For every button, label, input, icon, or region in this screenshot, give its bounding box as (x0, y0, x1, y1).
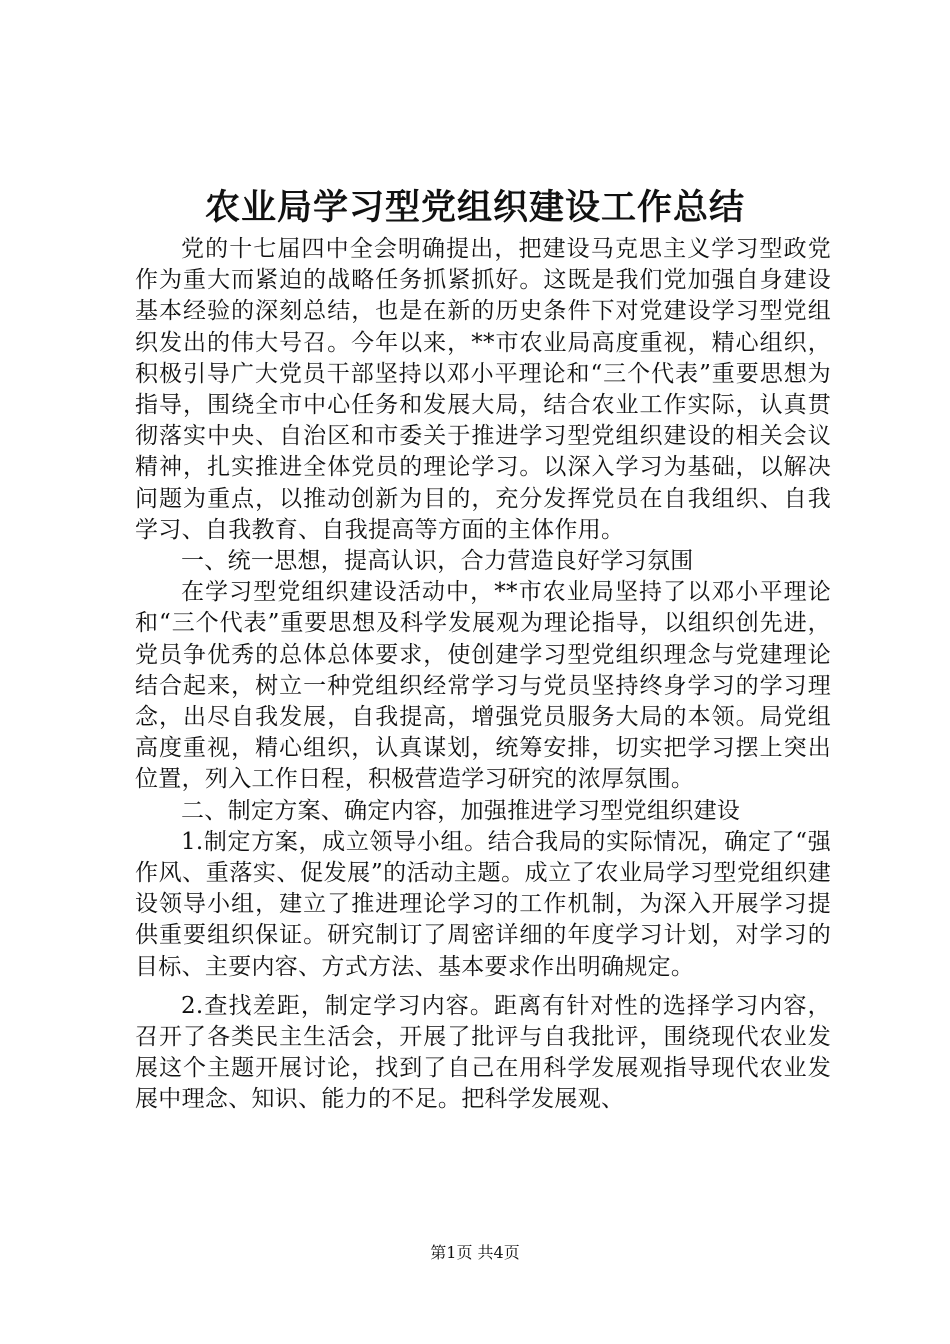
section-heading-2: 二、制定方案、确定内容，加强推进学习型党组织建设 (181, 797, 741, 824)
paragraph-item-1: 1.制定方案，成立领导小组。结合我局的实际情况，确定了“强作风、重落实、促发展”的活动主题。成立了农业局学习型党组织建设领导小组，建立了推进理论学习的工作机制，为深入开展学习提供重要组织保证。研究制订了周密详细的年度学习计划，对学习的目标、主要内容、方式方法、基本要求作出明确规定。 (135, 828, 831, 980)
document-title: 农业局学习型党组织建设工作总结 (204, 188, 745, 228)
document-body (135, 234, 831, 1116)
section-heading-1: 一、统一思想，提高认识，合力营造良好学习氛围 (181, 548, 694, 575)
page-number-footer: 第1页 共4页 (430, 1243, 520, 1262)
paragraph-intro: 党的十七届四中全会明确提出，把建设马克思主义学习型政党作为重大而紧迫的战略任务抓紧抓好。这既是我们党加强自身建设基本经验的深刻总结，也是在新的历史条件下对党建设学习型党组织发出的伟大号召。今年以来，**市农业局高度重视，精心组织，积极引导广大党员干部坚持以邓小平理论和“三个代表”重要思想为指导，围绕全市中心任务和发展大局，结合农业工作实际，认真贯彻落实中央、自治区和市委关于推进学习型党组织建设的相关会议精神，扎实推进全体党员的理论学习。以深入学习为基础，以解决问题为重点，以推动创新为目的，充分发挥党员在自我组织、自我学习、自我教育、自我提高等方面的主体作用。 (135, 236, 831, 543)
paragraph-item-2: 2.查找差距，制定学习内容。距离有针对性的选择学习内容，召开了各类民主生活会，开展了批评与自我批评，围绕现代农业发展这个主题开展讨论，找到了自己在用科学发展观指导现代农业发展中理念、知识、能力的不足。把科学发展观、 (135, 992, 831, 1113)
paragraph-section-1: 在学习型党组织建设活动中，**市农业局坚持了以邓小平理论和“三个代表”重要思想及科学发展观为理论指导，以组织创先进，党员争优秀的总体总体要求，使创建学习型党组织理念与党建理论结合起来，树立一种党组织经常学习与党员坚持终身学习的学习理念，出尽自我发展，自我提高，增强党员服务大局的本领。局党组高度重视，精心组织，认真谋划，统筹安排，切实把学习摆上突出位置，列入工作日程，积极营造学习研究的浓厚氛围。 (135, 579, 831, 793)
